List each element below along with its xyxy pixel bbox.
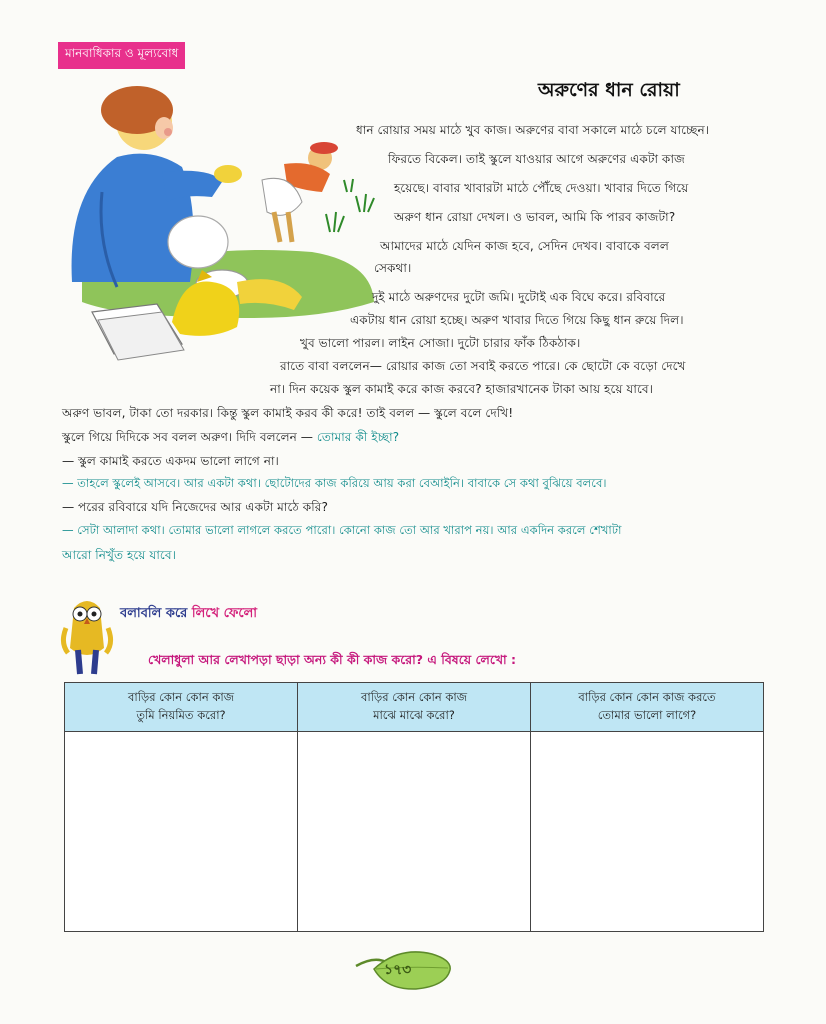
dialog-line-17: — সেটা আলাদা কথা। তোমার ভালো লাগলে করতে পারো। কোনো কাজ তো আর খারাপ নয়। আর একদিন করলে শেখাটা (62, 523, 622, 537)
table-header-2-line2: মাঝে মাঝে করো? (373, 708, 455, 722)
table-header-3-line1: বাড়ির কোন কোন কাজ করতে (578, 690, 716, 705)
story-line-3: হয়েছে। বাবার খাবারটা মাঠে পৌঁছে দেওয়া। খাবার দিতে গিয়ে (394, 181, 689, 195)
answer-cell-3[interactable] (531, 732, 764, 932)
story-line-12: অরুণ ভাবল, টাকা তো দরকার। কিন্তু স্কুল কামাই করব কী করে! তাই বলল — স্কুলে বলে দেখি! (62, 406, 514, 420)
table-header-1-line2: তুমি নিয়মিত করো? (136, 708, 226, 722)
story-line-7: দুই মাঠে অরুণদের দুটো জমি। দুটোই এক বিঘে করে। রবিবারে (372, 290, 666, 304)
table-header-2 (298, 683, 531, 732)
story-line-1: ধান রোয়ার সময় মাঠে খুব কাজ। অরুণের বাবা সকালে মাঠে চলে যাচ্ছেন। (356, 123, 710, 137)
dialog-line-13-text: স্কুলে গিয়ে দিদিকে সব বলল অরুণ। দিদি বললেন — (62, 430, 313, 444)
dialog-line-14: — স্কুল কামাই করতে একদম ভালো লাগে না। (62, 454, 279, 468)
activity-label-part1: বলাবলি করে (120, 606, 188, 621)
answer-cell-2[interactable] (298, 732, 531, 932)
section-tag: মানবাধিকার ও মূল্যবোধ (58, 42, 185, 69)
dialog-question: তোমার কী ইচ্ছা? (316, 430, 400, 444)
story-illustration (62, 72, 378, 372)
table-header-1 (65, 683, 298, 732)
table-header-3-line2: তোমার ভালো লাগে? (597, 708, 697, 722)
table-header-1-line1: বাড়ির কোন কোন কাজ (127, 690, 235, 705)
activity-label (120, 604, 257, 625)
story-line-10: রাতে বাবা বললেন— রোয়ার কাজ তো সবাই করতে পারে। কে ছোটো কে বড়ো দেখে (280, 359, 686, 373)
story-line-11: না। দিন কয়েক স্কুল কামাই করে কাজ করবে? হাজারখানেক টাকা আয় হয়ে যাবে। (270, 382, 654, 396)
page-number: ১৭৩ (384, 962, 412, 978)
owl-mascot-icon (60, 588, 114, 680)
activity-label-part2: লিখে ফেলো (191, 606, 258, 621)
story-line-5: আমাদের মাঠে যেদিন কাজ হবে, সেদিন দেখব। বাবাকে বলল (380, 239, 669, 253)
dialog-line-18: আরো নিখুঁত হয়ে যাবে। (62, 548, 176, 562)
story-line-8: একটায় ধান রোয়া হচ্ছে। অরুণ খাবার দিতে গিয়ে কিছু ধান রুয়ে দিল। (350, 313, 684, 327)
story-line-2: ফিরতে বিকেল। তাই স্কুলে যাওয়ার আগে অরুণের একটা কাজ (388, 152, 685, 166)
table-header-2-line1: বাড়ির কোন কোন কাজ (360, 690, 468, 705)
story-line-6: সেকথা। (374, 261, 412, 275)
dialog-line-13 (62, 431, 399, 443)
dialog-line-16: — পরের রবিবারে যদি নিজেদের আর একটা মাঠে করি? (62, 500, 328, 514)
story-title: অরুণের ধান রোয়া (538, 79, 680, 101)
dialog-line-15: — তাহলে স্কুলেই আসবে। আর একটা কথা। ছোটোদের কাজ করিয়ে আয় করা বেআইনি। বাবাকে সে কথা বুঝিয়ে বলবে। (62, 476, 607, 490)
table-header-3 (531, 683, 764, 732)
activity-table (64, 682, 764, 932)
answer-cell-1[interactable] (65, 732, 298, 932)
story-line-4: অরুণ ধান রোয়া দেখল। ও ভাবল, আমি কি পারব কাজটা? (394, 210, 676, 224)
activity-question: খেলাধুলা আর লেখাপড়া ছাড়া অন্য কী কী কাজ করো? এ বিষয়ে লেখো : (148, 652, 517, 667)
story-line-9: খুব ভালো পারল। লাইন সোজা। দুটো চারার ফাঁক ঠিকঠাক। (300, 336, 581, 350)
